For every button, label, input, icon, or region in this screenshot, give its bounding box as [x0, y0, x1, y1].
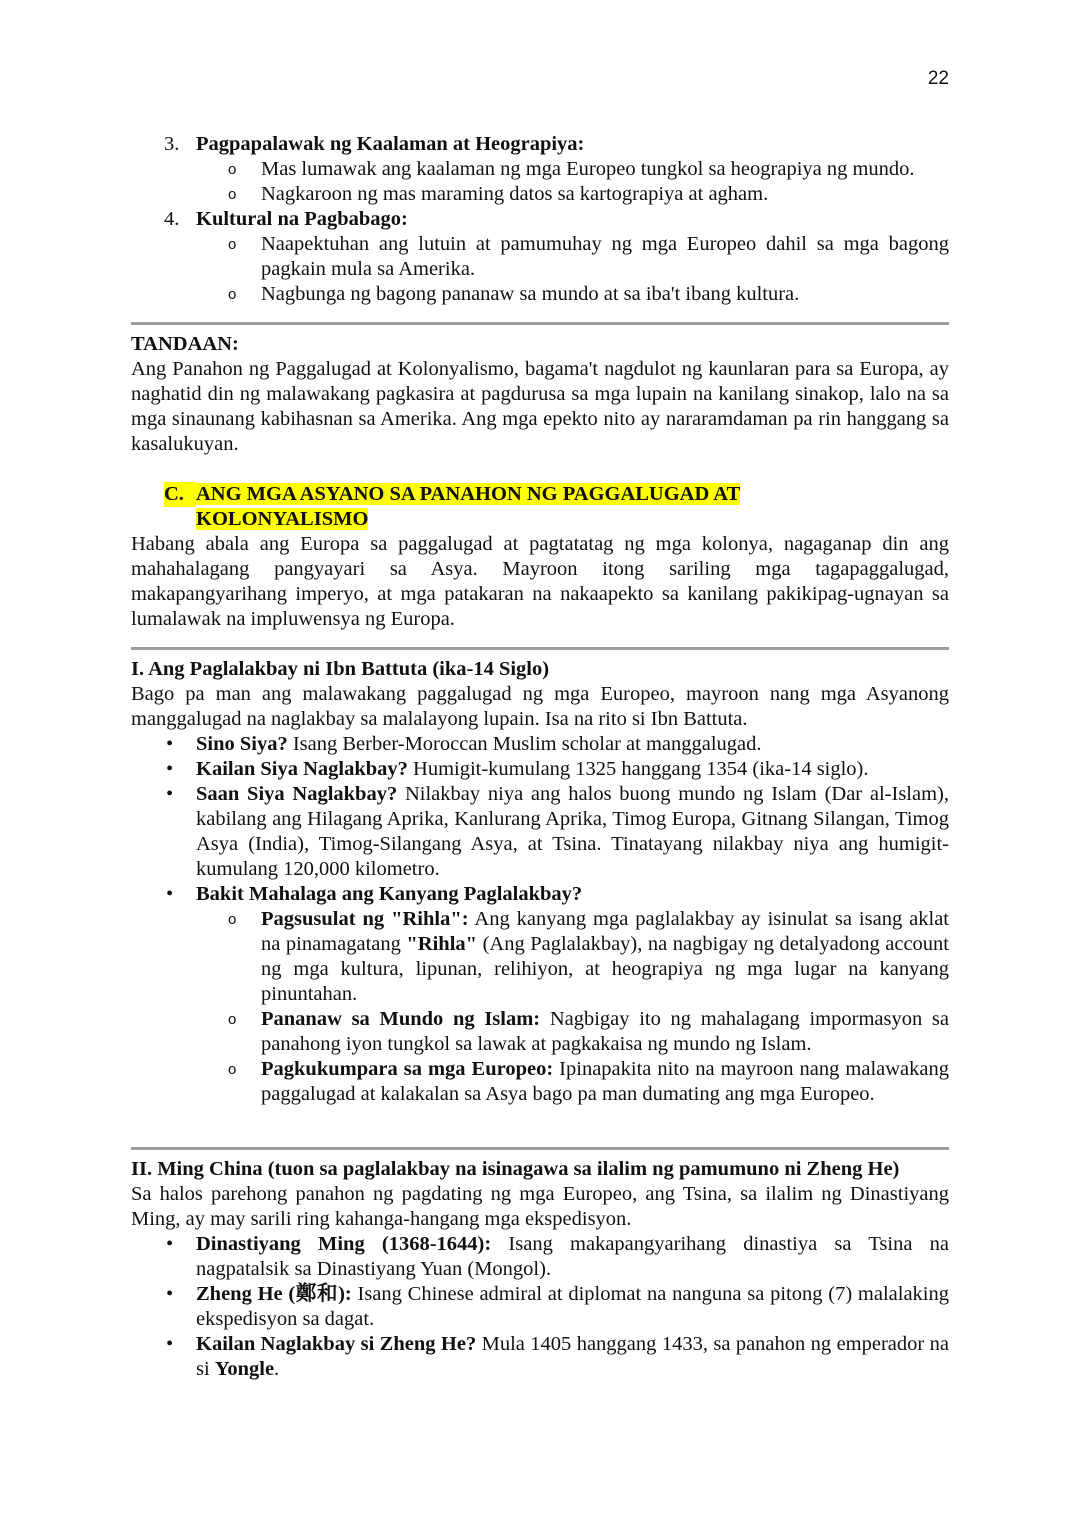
circle-bullet-icon: o — [228, 1011, 237, 1028]
tandaan-text: Ang Panahon ng Paggalugad at Kolonyalismo, bagama't nagdulot ng kaunlaran para sa Europa, ay naghatid din ng malawakang pagkasira at pagdurusa sa mga lupain na kanilang sinakop, lalo na sa mga sinaunang kabihasnan sa Amerika. Ang mga epekto nito ay nararamdaman pa rin hanggang sa kasalukuyan. — [131, 358, 949, 455]
sub-item — [131, 232, 949, 282]
bullet-label: Kailan Siya Naglakbay? — [196, 758, 408, 780]
item-number: 3. — [164, 133, 180, 155]
tandaan-title: TANDAAN: — [131, 333, 239, 355]
circle-bullet-icon: o — [228, 286, 237, 303]
circle-bullet-icon: o — [228, 1061, 237, 1078]
circle-bullet-icon: o — [228, 911, 237, 928]
sub-item — [131, 1007, 949, 1057]
sub-label: Pagkukumpara sa mga Europeo: — [261, 1058, 554, 1080]
section-ii-intro: Sa halos parehong panahon ng pagdating ng mga Europeo, ang Tsina, sa ilalim ng Dinastiyang Ming, ay may sarili ring kahanga-hangang mga ekspedisyon. — [131, 1183, 949, 1230]
bullet-text: Nilakbay niya ang halos buong mundo ng Islam (Dar al-Islam), kabilang ang Hilagang Aprika, Kanlurang Aprika, Timog Europa, Gitnang Silangan, Timog Asya (India), Timog-Silangang Asya, at Tsina. Tinatayang nilakbay niya ang humigit-kumulang 120,000 kilometro. — [196, 783, 949, 880]
item-title: Pagpapalawak ng Kaalaman at Heograpiya: — [196, 133, 585, 155]
sub-item-text: Nagkaroon ng mas maraming datos sa kartograpiya at agham. — [261, 183, 769, 205]
sub-item-text: Nagbunga ng bagong pananaw sa mundo at sa iba't ibang kultura. — [261, 283, 800, 305]
bullet-text: Isang Berber-Moroccan Muslim scholar at manggalugad. — [287, 733, 762, 755]
divider — [131, 322, 949, 325]
bullet-item — [131, 782, 949, 882]
bullet-text: Isang Chinese admiral at diplomat na nanguna sa pitong (7) malalaking ekspedisyon sa dagat. — [196, 1283, 949, 1330]
bullet-item — [131, 757, 949, 782]
sub-label: Pananaw sa Mundo ng Islam: — [261, 1008, 541, 1030]
sub-item-text: Mas lumawak ang kaalaman ng mga Europeo tungkol sa heograpiya ng mundo. — [261, 158, 915, 180]
bullet-item — [131, 732, 949, 757]
section-i — [131, 657, 949, 1107]
sub-label: Pagsusulat ng "Rihla": — [261, 908, 469, 930]
sub-item — [131, 1057, 949, 1107]
bullet-icon: • — [166, 758, 174, 780]
bullet-label: Dinastiyang Ming (1368-1644): — [196, 1233, 492, 1255]
bullet-item — [131, 1232, 949, 1282]
numbered-item — [131, 207, 949, 232]
bullet-text: Mula 1405 hanggang 1433, sa panahon ng emperador na si — [196, 1333, 949, 1380]
bullet-tail: . — [274, 1358, 280, 1380]
section-c — [131, 482, 949, 632]
section-ii — [131, 1157, 949, 1382]
sub-item — [131, 157, 949, 182]
divider — [131, 1147, 949, 1150]
section-i-intro: Bago pa man ang malawakang paggalugad ng mga Europeo, mayroon nang mga Asyanong manggalugad na naglakbay sa malalayong lupain. Isa na rito si Ibn Battuta. — [131, 683, 949, 730]
bullet-icon: • — [166, 1283, 174, 1305]
sub-text: (Ang Paglalakbay), na nagbigay ng detalyadong account ng mga kultura, lipunan, relihiyon, at heograpiya ng mga lugar na kanyang pinuntahan. — [261, 933, 949, 1005]
sub-item-text: Naapektuhan ang lutuin at pamumuhay ng mga Europeo dahil sa mga bagong pagkain mula sa Amerika. — [261, 233, 949, 280]
item-title: Kultural na Pagbabago: — [196, 208, 408, 230]
sub-item — [131, 907, 949, 1007]
sub-item — [131, 282, 949, 307]
bullet-icon: • — [166, 883, 174, 905]
bullet-text: Humigit-kumulang 1325 hanggang 1354 (ika-14 siglo). — [407, 758, 869, 780]
sub-text: Ang kanyang mga paglalakbay ay isinulat sa isang aklat na pinamagatang — [261, 908, 950, 955]
numbered-item — [131, 132, 949, 157]
section-c-heading — [131, 482, 949, 532]
numbered-list — [131, 132, 949, 307]
bullet-label: Kailan Naglakbay si Zheng He? — [196, 1333, 477, 1355]
section-title-line1: ANG MGA ASYANO SA PANAHON NG PAGGALUGAD AT — [196, 483, 741, 505]
bullet-item — [131, 1282, 949, 1332]
sub-text: Nagbigay ito ng mahalagang impormasyon sa panahong iyon tungkol sa lawak at pagkakaisa ng mundo ng Islam. — [261, 1008, 949, 1055]
section-title-line2: KOLONYALISMO — [196, 508, 369, 530]
bullet-icon: • — [166, 1233, 174, 1255]
item-number: 4. — [164, 208, 180, 230]
bullet-label: Saan Siya Naglakbay? — [196, 783, 398, 805]
bullet-label: Sino Siya? — [196, 733, 288, 755]
section-c-intro: Habang abala ang Europa sa paggalugad at pagtatatag ng mga kolonya, nagaganap din ang mahahalagang pangyayari sa Asya. Mayroon itong sariling mga tagapaggalugad, makapangyarihang imperyo, at mga patakaran na nakaapekto sa kanilang pakikipag-ugnayan sa lumalawak na impluwensya ng Europa. — [131, 533, 949, 630]
sub-bold-inline: "Rihla" — [406, 933, 478, 955]
bullet-icon: • — [166, 783, 174, 805]
section-letter: C. — [164, 482, 196, 507]
bullet-text: Isang makapangyarihang dinastiya sa Tsina na nagpatalsik sa Dinastiyang Yuan (Mongol). — [196, 1233, 949, 1280]
bullet-icon: • — [166, 733, 174, 755]
divider — [131, 647, 949, 650]
section-i-title: I. Ang Paglalakbay ni Ibn Battuta (ika-14 Siglo) — [131, 658, 550, 680]
circle-bullet-icon: o — [228, 186, 237, 203]
bullet-item — [131, 882, 949, 907]
circle-bullet-icon: o — [228, 161, 237, 178]
bullet-item — [131, 1332, 949, 1382]
bullet-label: Zheng He (鄭和): — [196, 1283, 352, 1305]
sub-item — [131, 182, 949, 207]
bullet-bold-tail: Yongle — [214, 1358, 275, 1380]
section-ii-title: II. Ming China (tuon sa paglalakbay na isinagawa sa ilalim ng pamumuno ni Zheng He) — [131, 1158, 900, 1180]
bullet-label: Bakit Mahalaga ang Kanyang Paglalakbay? — [196, 883, 583, 905]
tandaan-box — [131, 332, 949, 457]
sub-text: Ipinapakita nito na mayroon nang malawakang paggalugad at kalakalan sa Asya bago pa man dumating ang mga Europeo. — [261, 1058, 949, 1105]
bullet-icon: • — [166, 1333, 174, 1355]
circle-bullet-icon: o — [228, 236, 237, 253]
page-number: 22 — [927, 68, 949, 89]
